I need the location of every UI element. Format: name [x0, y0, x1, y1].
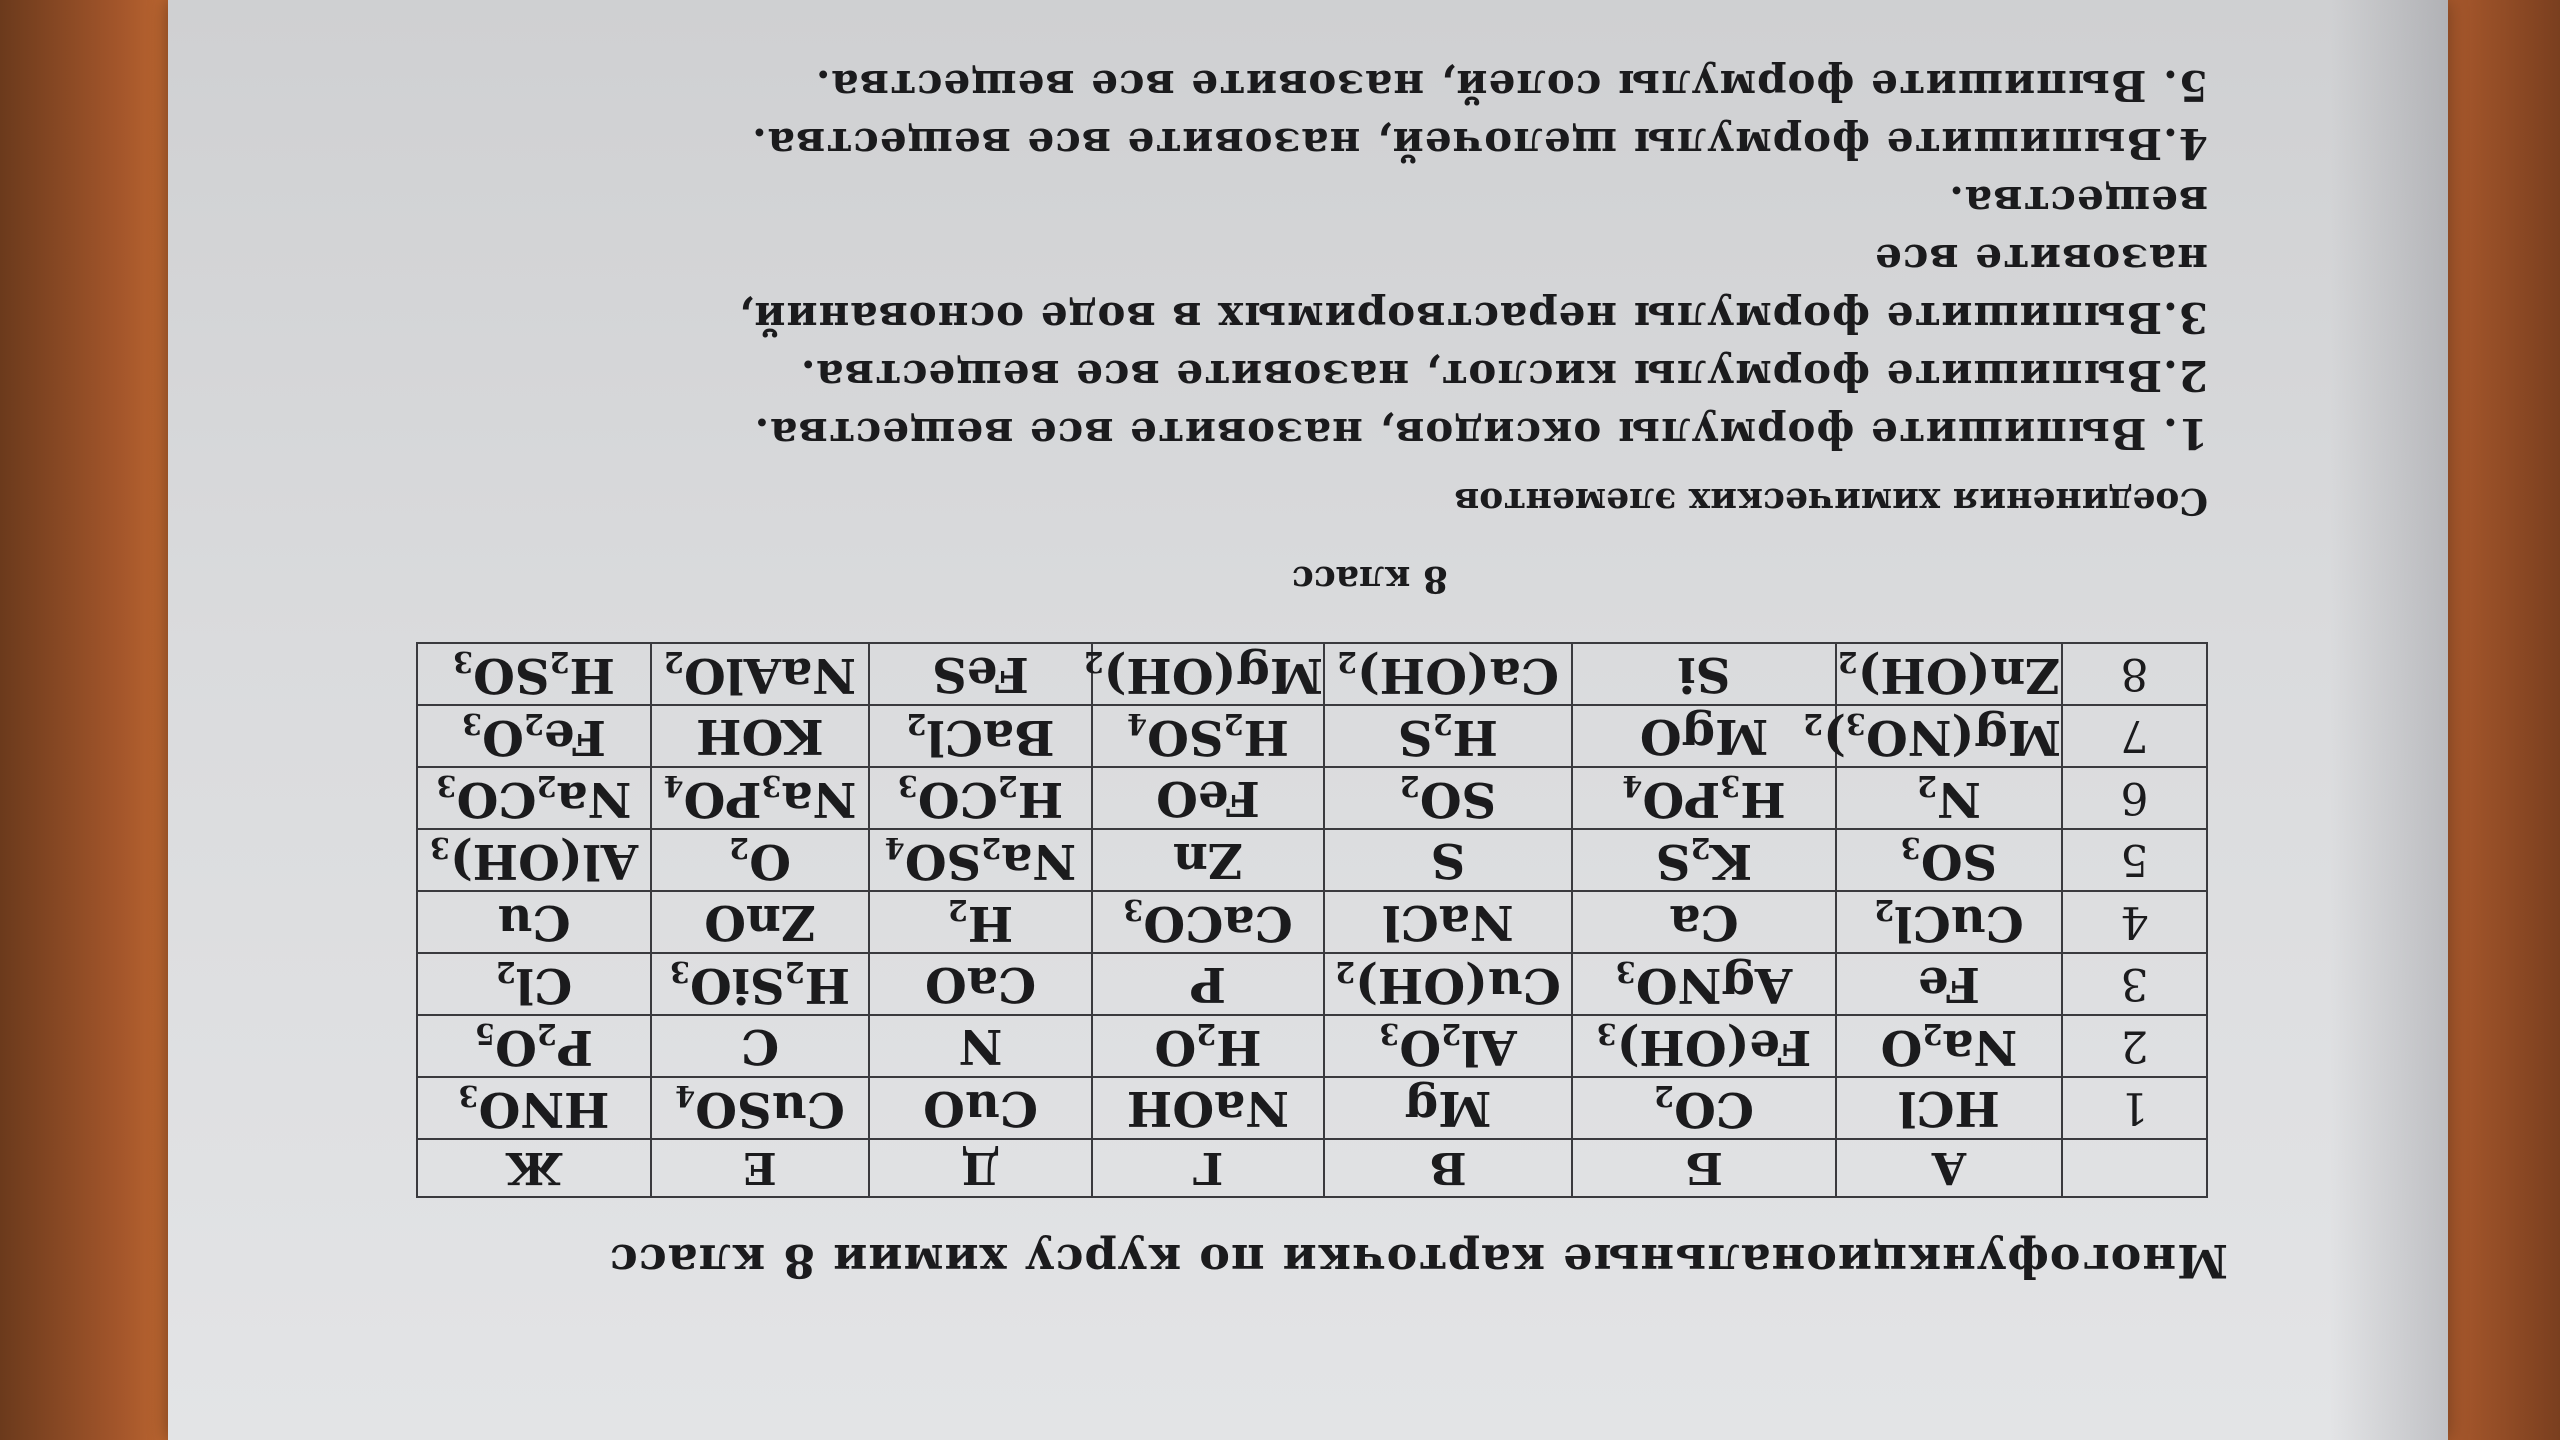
- formula-cell: CuSO$_4$: [651, 1077, 869, 1139]
- formula-cell: $Na_2SO_4$: [869, 829, 1092, 891]
- formula-cell: Mg: [1324, 1077, 1572, 1139]
- formula-cell: ZnO: [651, 891, 869, 953]
- table-row: [417, 953, 2207, 1015]
- formula-cell: CuO: [869, 1077, 1092, 1139]
- formula-cell: MgO: [1572, 705, 1836, 767]
- formula-cell: $N_2$: [1836, 767, 2062, 829]
- formula-cell: NaCl: [1324, 891, 1572, 953]
- formula-cell: $Cu(OH)_2$: [1324, 953, 1572, 1015]
- row-number: 4: [2062, 891, 2207, 953]
- formula-cell: $Cl_2$: [417, 953, 651, 1015]
- formula-cell: NaOH: [1092, 1077, 1324, 1139]
- formula-cell: N: [869, 1015, 1092, 1077]
- formula-cell: $CO_2$: [1572, 1077, 1836, 1139]
- formula-cell: $Ca(OH)_2$: [1324, 643, 1572, 705]
- table-row: [417, 643, 2207, 705]
- formula-cell: $P_2O_5$: [417, 1015, 651, 1077]
- formula-cell: $Zn(OH)_2$: [1837, 644, 2061, 704]
- formula-cell: $Mg(NO_3)_2$: [1803, 706, 2061, 766]
- formula-cell: AgNO$_3$: [1572, 953, 1836, 1015]
- formula-cell: S: [1324, 829, 1572, 891]
- task-item: 1. Выпишите формулы оксидов, назовите все вещества.: [753, 409, 2208, 458]
- formula-cell: Ca: [1572, 891, 1836, 953]
- formula-cell: FeO: [1092, 767, 1324, 829]
- table-header-row: [417, 1139, 2207, 1197]
- table-row: [417, 829, 2207, 891]
- grade-label: 8 класс: [1291, 558, 1448, 600]
- formula-cell: $K_2S$: [1572, 829, 1836, 891]
- formula-cell: CaO: [869, 953, 1092, 1015]
- row-number: 1: [2062, 1077, 2207, 1139]
- formula-cell: $HNO_3$: [417, 1077, 651, 1139]
- formula-cell: $H_2O$: [1092, 1015, 1324, 1077]
- formula-cell: NaAlO$_2$: [651, 643, 869, 705]
- task-list: [568, 56, 2208, 462]
- formula-cell: Fe: [1836, 953, 2062, 1015]
- formula-cell: $Na_2CO_3$: [417, 767, 651, 829]
- table-row: [417, 891, 2207, 953]
- formula-cell: $Al(OH)_3$: [417, 829, 651, 891]
- column-header: Г: [1092, 1139, 1324, 1197]
- formula-cell: $Fe_2O_3$: [417, 705, 651, 767]
- task-item: 4.Выпишите формулы щелочей, назовите все вещества.: [751, 119, 2208, 168]
- formula-cell: $Al_2O_3$: [1324, 1015, 1572, 1077]
- task-item: 5. Выпишите формулы солей, назовите все вещества.: [814, 61, 2208, 110]
- table-row: [417, 705, 2207, 767]
- task-item: вещества.: [1948, 177, 2208, 226]
- formula-cell: KOH: [651, 705, 869, 767]
- formula-cell: $Na_2O$: [1836, 1015, 2062, 1077]
- formula-cell: Si: [1572, 643, 1836, 705]
- row-number: 8: [2062, 643, 2207, 705]
- row-number: 2: [2062, 1015, 2207, 1077]
- formula-cell: $SO_2$: [1324, 767, 1572, 829]
- formula-cell: $H_2S$: [1324, 705, 1572, 767]
- formula-cell: C: [651, 1015, 869, 1077]
- column-header: В: [1324, 1139, 1572, 1197]
- formula-cell: Zn: [1092, 829, 1324, 891]
- formula-cell: $H_2SO_3$: [417, 643, 651, 705]
- formula-cell: $Mg(OH)_2$: [1083, 644, 1323, 704]
- worksheet-title: Многофункциональные карточки по курсу химии 8 класс: [608, 1234, 2228, 1288]
- table-row: [417, 1015, 2207, 1077]
- formula-table: [416, 642, 2208, 1198]
- formula-cell: $Na_3PO_4$: [651, 767, 869, 829]
- formula-cell: $O_2$: [651, 829, 869, 891]
- formula-cell: CaCO$_3$: [1092, 891, 1324, 953]
- column-header: А: [1836, 1139, 2062, 1197]
- column-header: Е: [651, 1139, 869, 1197]
- formula-cell: FeS: [869, 643, 1092, 705]
- table-row: [417, 1077, 2207, 1139]
- column-header: Ж: [417, 1139, 651, 1197]
- table-row: [417, 767, 2207, 829]
- formula-cell: $H_2SO_4$: [1092, 705, 1324, 767]
- formula-cell: $Fe(OH)_3$: [1572, 1015, 1836, 1077]
- row-number: 7: [2062, 705, 2207, 767]
- row-number: 6: [2062, 767, 2207, 829]
- formula-cell: Cu: [417, 891, 651, 953]
- formula-cell: BaCl$_2$: [869, 705, 1092, 767]
- formula-cell: $H_2CO_3$: [869, 767, 1092, 829]
- formula-cell: $H_2$: [869, 891, 1092, 953]
- worksheet-content: [168, 0, 2448, 1440]
- task-item: 2.Выпишите формулы кислот, назовите все вещества.: [799, 351, 2208, 400]
- formula-cell: CuCl$_2$: [1836, 891, 2062, 953]
- formula-cell: HCl: [1836, 1077, 2062, 1139]
- section-heading: Соединения химических элементов: [1454, 480, 2208, 522]
- formula-cell: $H_3PO_4$: [1572, 767, 1836, 829]
- column-header: Б: [1572, 1139, 1836, 1197]
- formula-cell: P: [1092, 953, 1324, 1015]
- formula-cell: $SO_3$: [1836, 829, 2062, 891]
- row-number: 5: [2062, 829, 2207, 891]
- table-corner-cell: [2062, 1139, 2207, 1197]
- column-header: Д: [869, 1139, 1092, 1197]
- row-number: 3: [2062, 953, 2207, 1015]
- task-item: 3.Выпишите формулы нерастворимых в воде оснований, назовите все: [737, 235, 2208, 342]
- formula-cell: $H_2SiO_3$: [651, 953, 869, 1015]
